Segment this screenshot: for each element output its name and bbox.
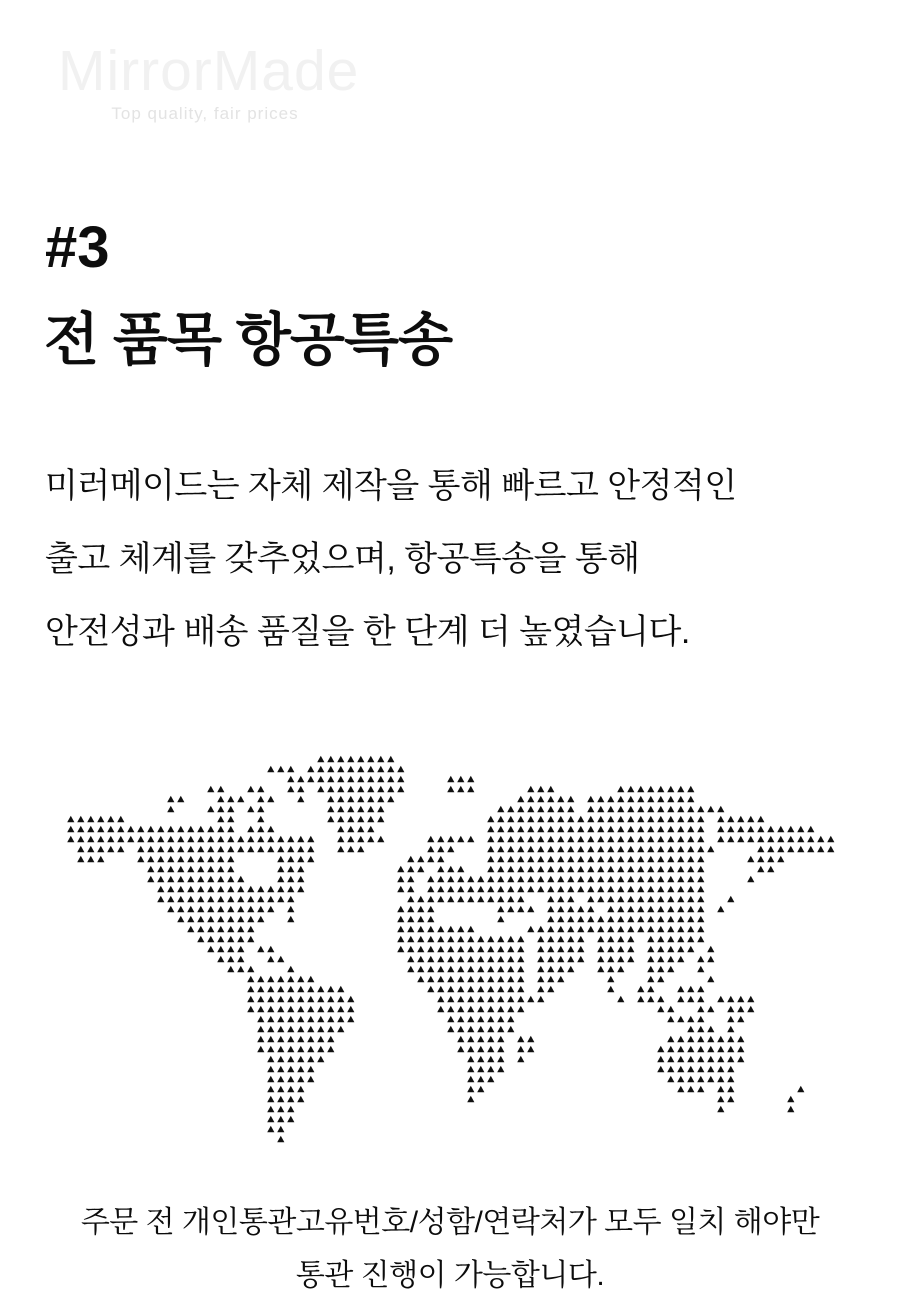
customs-notice <box>0 1196 900 1302</box>
world-map-svg <box>66 754 858 1146</box>
customs-notice-line-2: 통관 진행이 가능합니다. <box>295 1259 605 1292</box>
section-title: 전 품목 항공특송 <box>44 308 453 372</box>
body-line-1: 미러메이드는 자체 제작을 통해 빠르고 안정적인 <box>45 467 737 505</box>
world-map <box>66 754 858 1146</box>
brand-watermark-tagline: Top quality, fair prices <box>111 104 299 123</box>
customs-notice-line-1: 주문 전 개인통관고유번호/성함/연락처가 모두 일치 해야만 <box>80 1206 820 1239</box>
body-line-3: 안전성과 배송 품질을 한 단계 더 높였습니다. <box>45 613 690 651</box>
body-paragraph <box>45 450 875 669</box>
section-number: #3 <box>45 215 110 280</box>
body-line-2: 출고 체계를 갖추었으며, 항공특송을 통해 <box>45 540 640 578</box>
world-map-dots <box>67 756 834 1142</box>
brand-watermark-logo: MirrorMade <box>58 39 360 103</box>
